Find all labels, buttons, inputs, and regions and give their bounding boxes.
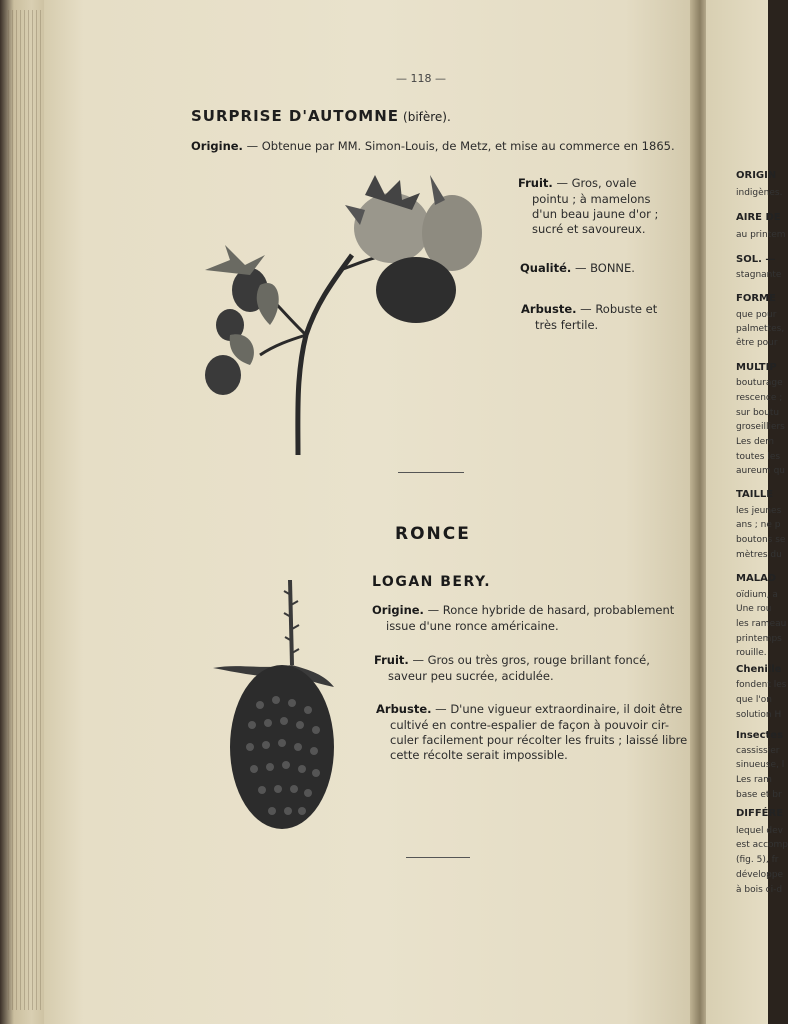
right-page-line: Les dem — [736, 437, 774, 447]
entry-subtitle: (bifère). — [403, 110, 451, 124]
right-page-line: ORIGIN — [736, 170, 777, 181]
right-page-line: FORME — [736, 293, 776, 304]
logan-arbuste-line-1 — [376, 702, 682, 716]
logan-arbuste-text: — D'une vigueur extraordinaire, il doit être — [435, 702, 683, 716]
right-page-line: base et br — [736, 790, 782, 800]
arbuste-text: — Robuste et — [580, 302, 658, 316]
right-page-line: indigènes. — [736, 188, 783, 198]
logan-origine-line-1 — [372, 603, 674, 617]
right-page-line: rescence ; — [736, 393, 783, 403]
qualite-label: Qualité. — [520, 261, 572, 275]
right-page-line: ans ; ne p — [736, 520, 781, 530]
right-page-line: (fig. 5), fr — [736, 855, 779, 865]
right-page-line: Une rou — [736, 604, 772, 614]
right-page-line: MALAD — [736, 573, 777, 584]
page-number: — 118 — — [396, 72, 446, 85]
right-page-line: stagnante — [736, 270, 782, 280]
right-page-line: aureum qu — [736, 466, 786, 476]
right-page-line: oïdium, a — [736, 590, 778, 600]
fruit-text: — Gros, ovale — [556, 176, 637, 190]
right-page-line: Chenille — [736, 664, 782, 675]
right-page-line: Les ram — [736, 775, 772, 785]
fruit-line-2: pointu ; à mamelons — [532, 192, 651, 206]
right-page-line: que l'on — [736, 695, 772, 705]
logan-fruit-line-2: saveur peu sucrée, acidulée. — [388, 669, 554, 683]
logan-fruit-text: — Gros ou très gros, rouge brillant foncé, — [412, 653, 650, 667]
right-page-line: solution H — [736, 710, 782, 720]
right-page-line: Insectes — [736, 730, 784, 741]
logan-arbuste-line-2: cultivé en contre-espalier de façon à pouvoir cir- — [390, 718, 670, 732]
qualite-line — [520, 261, 635, 275]
right-page-line: MULTIP — [736, 362, 777, 373]
entry-title-text: SURPRISE D'AUTOMNE — [191, 107, 400, 125]
loganberry-illustration — [210, 575, 350, 840]
right-page-line: toutes les — [736, 452, 781, 462]
origine-line — [191, 139, 675, 153]
right-page-line: lequel dev — [736, 826, 783, 836]
right-page-line: les jeunes — [736, 506, 782, 516]
origine-text: — Obtenue par MM. Simon-Louis, de Metz, et mise au commerce en 1865. — [246, 139, 675, 153]
right-page-line: boutons se — [736, 535, 786, 545]
right-page-line: à bois ci-d — [736, 885, 783, 895]
section-divider — [398, 472, 464, 473]
bottom-divider — [406, 857, 470, 858]
right-page-line: bouturage — [736, 378, 783, 388]
arbuste-line-1 — [521, 302, 657, 316]
fruit-line-1 — [518, 176, 637, 190]
right-page-line: est accomp — [736, 840, 788, 850]
logan-arbuste-line-4: cette récolte serait impossible. — [390, 748, 568, 762]
logan-origine-line-2: issue d'une ronce américaine. — [386, 619, 559, 633]
right-page-line: au printem — [736, 230, 786, 240]
raspberry-branch-illustration — [190, 165, 490, 465]
right-page-line: TAILLE — [736, 489, 774, 500]
arbuste-label: Arbuste. — [521, 302, 577, 316]
right-page-line: cassissier — [736, 746, 780, 756]
right-page-partial — [706, 0, 788, 1024]
arbuste-line-2: très fertile. — [535, 318, 599, 332]
right-page-line: DIFFÉRE — [736, 808, 784, 819]
logan-fruit-label: Fruit. — [374, 653, 409, 667]
right-page-line: développe — [736, 870, 784, 880]
left-page — [44, 0, 704, 1024]
section-title-ronce: RONCE — [395, 524, 471, 544]
right-page-line: AIRE DE — [736, 212, 781, 223]
qualite-text: — BONNE. — [574, 261, 635, 275]
origine-label: Origine. — [191, 139, 243, 153]
right-page-line: palmettes, — [736, 324, 785, 334]
fruit-line-4: sucré et savoureux. — [532, 222, 646, 236]
entry-title-surprise-d-automne — [191, 107, 451, 125]
logan-fruit-line-1 — [374, 653, 650, 667]
right-page-line: mètres du — [736, 550, 782, 560]
entry-title-logan-bery: LOGAN BERY. — [372, 574, 492, 590]
logan-arbuste-label: Arbuste. — [376, 702, 432, 716]
right-page-line: rouille. — [736, 648, 767, 658]
fruit-label: Fruit. — [518, 176, 553, 190]
fruit-line-3: d'un beau jaune d'or ; — [532, 207, 659, 221]
right-page-line: printemps — [736, 634, 782, 644]
logan-origine-text: — Ronce hybride de hasard, probablement — [427, 603, 675, 617]
right-page-line: fondent les — [736, 680, 787, 690]
logan-origine-label: Origine. — [372, 603, 424, 617]
right-page-line: que pour — [736, 310, 777, 320]
right-page-line: être pour — [736, 338, 778, 348]
right-page-line: groseilliers — [736, 422, 785, 432]
right-page-line: sinueuse, l — [736, 760, 785, 770]
right-page-line: SOL. — — [736, 254, 776, 265]
right-page-line: les rameau — [736, 619, 787, 629]
right-page-line: sur boutu — [736, 408, 780, 418]
logan-arbuste-line-3: culer facilement pour récolter les fruits ; laissé libre — [390, 733, 688, 747]
page-stack-lines — [8, 10, 48, 1010]
